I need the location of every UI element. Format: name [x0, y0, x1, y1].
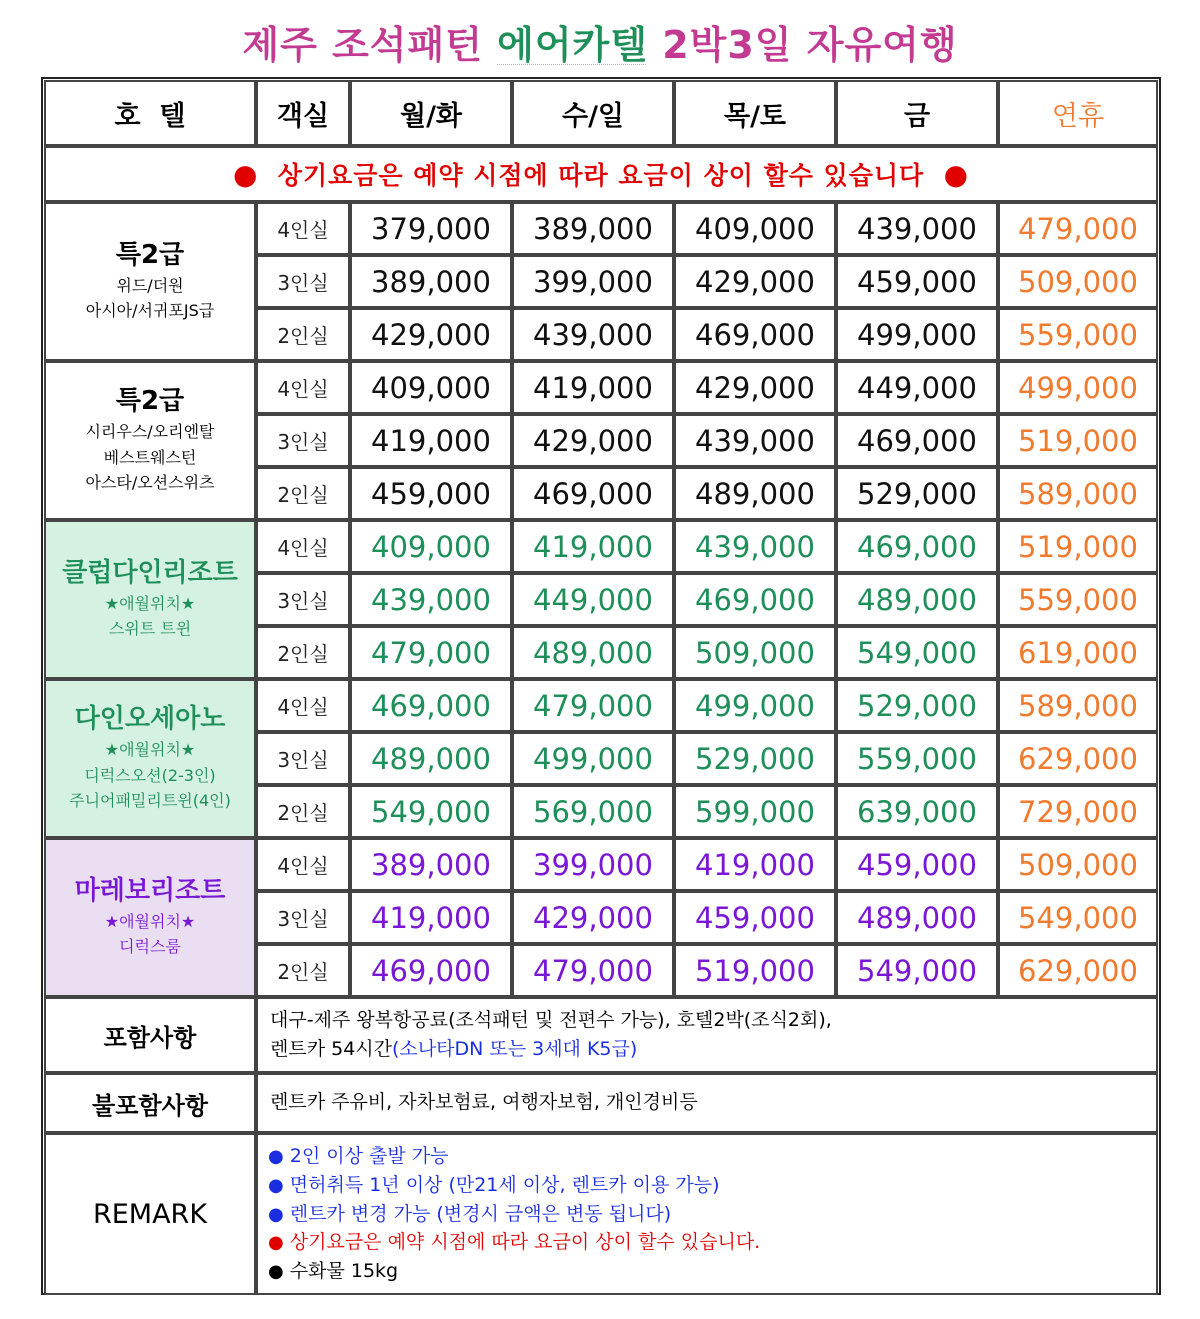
room-type: 3인실: [256, 255, 350, 308]
price-cell: 489,000: [674, 467, 836, 520]
price-cell: 389,000: [350, 838, 512, 891]
price-holiday: 519,000: [998, 520, 1158, 573]
hotel-name-cell: [44, 520, 256, 679]
price-cell: 469,000: [512, 467, 674, 520]
price-holiday: 619,000: [998, 626, 1158, 679]
room-type: 2인실: [256, 308, 350, 361]
price-holiday: 559,000: [998, 308, 1158, 361]
price-cell: 569,000: [512, 785, 674, 838]
bullet-icon: ●: [268, 1261, 284, 1283]
hotel-name: 마레보리조트: [74, 876, 226, 906]
price-cell: 419,000: [674, 838, 836, 891]
price-cell: 529,000: [836, 467, 998, 520]
remark-label: REMARK: [44, 1133, 256, 1295]
room-type: 2인실: [256, 626, 350, 679]
price-cell: 469,000: [674, 308, 836, 361]
included-line1: 대구-제주 왕복항공료(조석패턴 및 전편수 가능), 호텔2박(조식2회),: [270, 1008, 832, 1031]
price-holiday: 549,000: [998, 891, 1158, 944]
price-cell: 419,000: [512, 520, 674, 573]
excluded-text: 렌트카 주유비, 자차보험료, 여행자보험, 개인경비등: [256, 1073, 1158, 1133]
page-title: [0, 14, 1200, 69]
room-type: 2인실: [256, 944, 350, 997]
price-cell: 429,000: [512, 414, 674, 467]
hotel-subtitle: ★애월위치★: [104, 593, 196, 613]
price-cell: 529,000: [836, 679, 998, 732]
price-cell: 449,000: [836, 361, 998, 414]
excluded-label: 불포함사항: [44, 1073, 256, 1133]
price-cell: 439,000: [836, 202, 998, 255]
room-type: 4인실: [256, 202, 350, 255]
price-holiday: 509,000: [998, 838, 1158, 891]
price-cell: 469,000: [836, 414, 998, 467]
title-part1: 제주 조석패턴: [242, 23, 483, 67]
price-cell: 409,000: [350, 520, 512, 573]
room-type: 2인실: [256, 785, 350, 838]
room-type: 3인실: [256, 891, 350, 944]
price-holiday: 729,000: [998, 785, 1158, 838]
price-holiday: 589,000: [998, 679, 1158, 732]
header-holiday: 연휴: [998, 80, 1158, 146]
title-part2: 에어카텔: [497, 23, 648, 67]
price-cell: 419,000: [512, 361, 674, 414]
price-cell: 389,000: [512, 202, 674, 255]
price-cell: 549,000: [836, 626, 998, 679]
price-row: [44, 202, 1158, 255]
price-holiday: 629,000: [998, 944, 1158, 997]
room-type: 3인실: [256, 573, 350, 626]
price-cell: 429,000: [674, 255, 836, 308]
bullet-icon: ●: [268, 1145, 284, 1167]
price-holiday: 559,000: [998, 573, 1158, 626]
hotel-name-cell: [44, 361, 256, 520]
price-cell: 459,000: [674, 891, 836, 944]
price-cell: 459,000: [836, 838, 998, 891]
price-cell: 499,000: [512, 732, 674, 785]
price-cell: 549,000: [836, 944, 998, 997]
price-holiday: 499,000: [998, 361, 1158, 414]
price-cell: 419,000: [350, 891, 512, 944]
price-cell: 489,000: [350, 732, 512, 785]
hotel-name-cell: [44, 202, 256, 361]
price-cell: 489,000: [512, 626, 674, 679]
header-room: 객실: [256, 80, 350, 146]
price-cell: 509,000: [674, 626, 836, 679]
bullet-icon: ●: [268, 1174, 284, 1196]
header-hotel: 호 텔: [44, 80, 256, 146]
remark-text: 수화물 15kg: [289, 1260, 399, 1283]
price-cell: 459,000: [836, 255, 998, 308]
price-cell: 469,000: [350, 679, 512, 732]
header-mon-tue: 월/화: [350, 80, 512, 146]
excluded-row: [44, 1073, 1158, 1133]
price-cell: 439,000: [512, 308, 674, 361]
room-type: 3인실: [256, 732, 350, 785]
price-row: [44, 520, 1158, 573]
hotel-name: 특2급: [115, 240, 185, 270]
price-holiday: 519,000: [998, 414, 1158, 467]
hotel-subtitle: 스위트 트윈: [108, 619, 192, 639]
remark-text: 면허취득 1년 이상 (만21세 이상, 렌트카 이용 가능): [289, 1173, 720, 1196]
price-cell: 559,000: [836, 732, 998, 785]
header-fri: 금: [836, 80, 998, 146]
price-cell: 449,000: [512, 573, 674, 626]
hotel-name: 다인오세아노: [74, 704, 226, 735]
price-cell: 639,000: [836, 785, 998, 838]
price-holiday: 629,000: [998, 732, 1158, 785]
price-cell: 439,000: [350, 573, 512, 626]
remark-text: 상기요금은 예약 시점에 따라 요금이 상이 할수 있습니다.: [289, 1231, 761, 1254]
price-row: [44, 679, 1158, 732]
room-type: 3인실: [256, 414, 350, 467]
price-cell: 399,000: [512, 255, 674, 308]
included-line2: 렌트카 54시간(소나타DN 또는 3세대 K5급): [270, 1038, 638, 1060]
remark-item: [268, 1228, 1156, 1257]
room-type: 4인실: [256, 679, 350, 732]
price-holiday: 479,000: [998, 202, 1158, 255]
hotel-subtitle: 베스트웨스턴: [103, 447, 197, 467]
header-row: [44, 80, 1158, 146]
room-type: 4인실: [256, 361, 350, 414]
price-cell: 429,000: [512, 891, 674, 944]
remark-item: [268, 1257, 1156, 1286]
hotel-subtitle: 위드/더원: [116, 275, 184, 295]
hotel-subtitle: 아스타/오션스위츠: [85, 473, 215, 493]
hotel-name: 특2급: [115, 386, 185, 417]
price-cell: 469,000: [350, 944, 512, 997]
price-cell: 399,000: [512, 838, 674, 891]
price-cell: 439,000: [674, 414, 836, 467]
price-cell: 409,000: [350, 361, 512, 414]
price-cell: 499,000: [674, 679, 836, 732]
remark-item: [268, 1200, 1156, 1229]
price-cell: 459,000: [350, 467, 512, 520]
bullet-icon: ●: [268, 1232, 284, 1254]
remark-item: [268, 1171, 1156, 1200]
price-cell: 479,000: [512, 944, 674, 997]
price-row: [44, 361, 1158, 414]
price-cell: 529,000: [674, 732, 836, 785]
price-cell: 469,000: [836, 520, 998, 573]
price-cell: 499,000: [836, 308, 998, 361]
price-holiday: 509,000: [998, 255, 1158, 308]
price-row: [44, 838, 1158, 891]
included-label: 포함사항: [44, 997, 256, 1073]
price-cell: 489,000: [836, 573, 998, 626]
price-cell: 419,000: [350, 414, 512, 467]
notice-row: [44, 146, 1158, 202]
price-cell: 489,000: [836, 891, 998, 944]
included-text: [256, 997, 1158, 1073]
notice-text: 상기요금은 예약 시점에 따라 요금이 상이 할수 있습니다: [277, 161, 925, 190]
price-cell: 519,000: [674, 944, 836, 997]
price-cell: 429,000: [674, 361, 836, 414]
remark-text: 렌트카 변경 가능 (변경시 금액은 변동 됩니다): [289, 1202, 672, 1225]
hotel-name-cell: [44, 679, 256, 838]
hotel-subtitle: 주니어패밀리트윈(4인): [69, 791, 231, 811]
header-wed-sun: 수/일: [512, 80, 674, 146]
room-type: 4인실: [256, 838, 350, 891]
included-car-model: (소나타DN 또는 3세대 K5급): [392, 1038, 638, 1060]
title-part3: 2박3일 자유여행: [662, 23, 958, 67]
remark-item: [268, 1142, 1156, 1171]
price-cell: 379,000: [350, 202, 512, 255]
notice-cell: [44, 146, 1158, 202]
header-thu-sat: 목/토: [674, 80, 836, 146]
price-cell: 409,000: [674, 202, 836, 255]
price-cell: 439,000: [674, 520, 836, 573]
room-type: 2인실: [256, 467, 350, 520]
remark-list: [258, 1138, 1156, 1290]
price-cell: 549,000: [350, 785, 512, 838]
notice-dot-right: ●: [943, 158, 970, 191]
hotel-subtitle: 디럭스룸: [119, 937, 181, 957]
price-table: [44, 80, 1158, 1295]
price-cell: 599,000: [674, 785, 836, 838]
bullet-icon: ●: [268, 1203, 284, 1225]
included-row: [44, 997, 1158, 1073]
price-holiday: 589,000: [998, 467, 1158, 520]
hotel-name-cell: [44, 838, 256, 997]
hotel-subtitle: 디럭스오션(2-3인): [84, 765, 216, 785]
notice-dot-left: ●: [232, 158, 259, 191]
hotel-name: 클럽다인리조트: [62, 558, 238, 588]
hotel-subtitle: 시리우스/오리엔탈: [85, 422, 215, 441]
hotel-subtitle: 아시아/서귀포JS급: [85, 301, 215, 321]
room-type: 4인실: [256, 520, 350, 573]
remark-text: 2인 이상 출발 가능: [289, 1144, 449, 1167]
price-cell: 429,000: [350, 308, 512, 361]
price-cell: 479,000: [512, 679, 674, 732]
price-cell: 479,000: [350, 626, 512, 679]
price-cell: 469,000: [674, 573, 836, 626]
hotel-subtitle: ★애월위치★: [104, 740, 196, 759]
price-cell: 389,000: [350, 255, 512, 308]
hotel-subtitle: ★애월위치★: [104, 911, 196, 931]
remark-row: [44, 1133, 1158, 1295]
remark-cell: [256, 1133, 1158, 1295]
